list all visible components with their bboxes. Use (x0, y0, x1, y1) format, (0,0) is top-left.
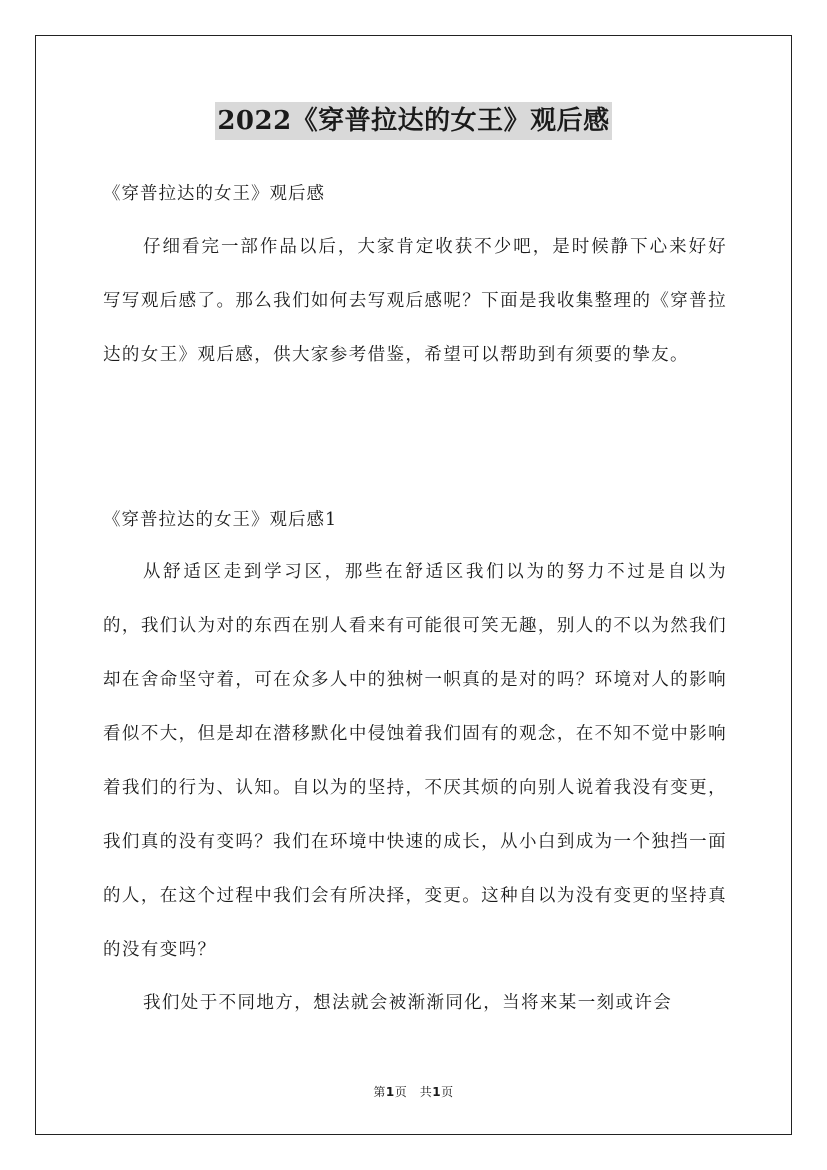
section-heading-intro: 《穿普拉达的女王》观后感 (103, 184, 325, 204)
review-paragraph-1: 从舒适区走到学习区，那些在舒适区我们以为的努力不过是自以为的，我们认为对的东西在别人看来有可能很可笑无趣，别人的不以为然我们却在舍命坚守着，可在众多人中的独树一帜真的是对的吗？环境对人的影响看似不大，但是却在潜移默化中侵蚀着我们固有的观念，在不知不觉中影响着我们的行为、认知。自以为的坚持，不厌其烦的向别人说着我没有变更，我们真的没有变吗？我们在环境中快速的成长，从小白到成为一个独挡一面的人，在这个过程中我们会有所决择，变更。这种自以为没有变更的坚持真的没有变吗？ (103, 562, 727, 960)
document-title: 2022《穿普拉达的女王》观后感 (215, 102, 611, 140)
review-paragraph-2: 我们处于不同地方，想法就会被渐渐同化，当将来某一刻或许会 (143, 993, 673, 1013)
intro-paragraph: 仔细看完一部作品以后，大家肯定收获不少吧，是时候静下心来好好写写观后感了。那么我们如何去写观后感呢？下面是我收集整理的《穿普拉达的女王》观后感，供大家参考借鉴，希望可以帮助到有须要的挚友。 (103, 237, 727, 365)
footer-suffix: 页 (441, 1085, 454, 1099)
footer-prefix: 第 (373, 1085, 386, 1099)
footer-page-total: 1 (432, 1085, 442, 1099)
page-footer (0, 1083, 827, 1100)
title-container (0, 102, 827, 140)
footer-page-current: 1 (385, 1085, 395, 1099)
footer-mid: 页 共 (394, 1085, 433, 1099)
section-heading-review-1: 《穿普拉达的女王》观后感1 (103, 510, 338, 530)
